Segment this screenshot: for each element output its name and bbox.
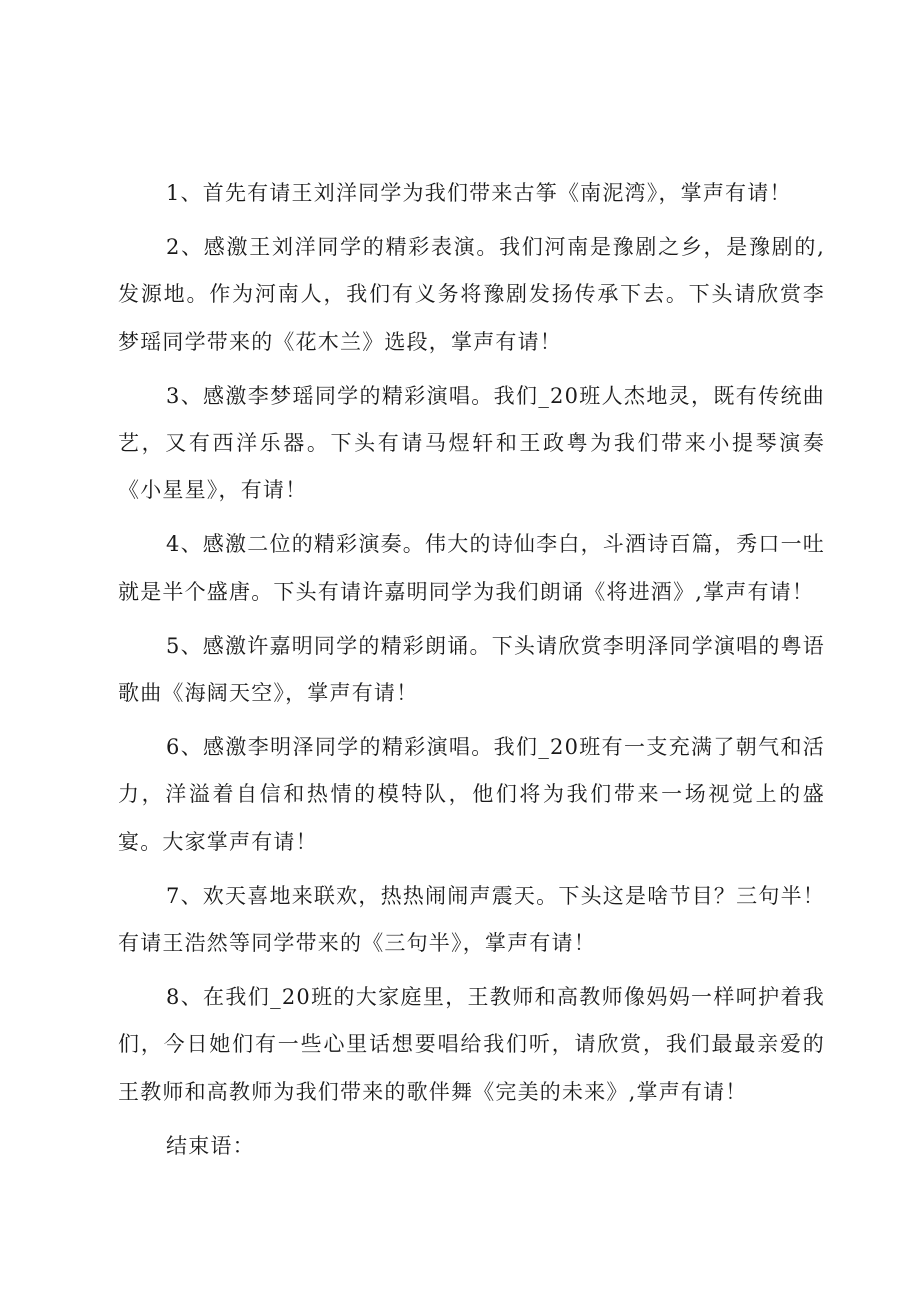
program-item-2: 2、感激王刘洋同学的精彩表演。我们河南是豫剧之乡，是豫剧的,发源地。作为河南人，我们有义务将豫剧发扬传承下去。下头请欣赏李梦瑶同学带来的《花木兰》选段，掌声有请！ [118, 235, 825, 354]
closing-label: 结束语： [166, 1133, 255, 1158]
program-item-7: 7、欢天喜地来联欢，热热闹闹声震天。下头这是啥节目？三句半！有请王浩然等同学带来的《三句半》，掌声有请！ [118, 883, 825, 956]
program-item-5: 5、感激许嘉明同学的精彩朗诵。下头请欣赏李明泽同学演唱的粤语歌曲《海阔天空》，掌声有请！ [118, 633, 825, 706]
program-item-3: 3、感激李梦瑶同学的精彩演唱。我们_20班人杰地灵，既有传统曲艺，又有西洋乐器。下头有请马煜轩和王政粤为我们带来小提琴演奏《小星星》，有请！ [118, 383, 825, 503]
program-item-6: 6、感激李明泽同学的精彩演唱。我们_20班有一支充满了朝气和活力，洋溢着自信和热情的模特队，他们将为我们带来一场视觉上的盛宴。大家掌声有请！ [118, 735, 825, 854]
program-item-8: 8、在我们_20班的大家庭里，王教师和高教师像妈妈一样呵护着我们，今日她们有一些心里话想要唱给我们听，请欣赏，我们最最亲爱的王教师和高教师为我们带来的歌伴舞《完美的未来》,掌声有请！ [118, 985, 825, 1104]
program-item-1: 1、首先有请王刘洋同学为我们带来古筝《南泥湾》，掌声有请！ [166, 181, 792, 205]
program-item-4: 4、感激二位的精彩演奏。伟大的诗仙李白，斗酒诗百篇，秀口一吐就是半个盛唐。下头有请许嘉明同学为我们朗诵《将进酒》,掌声有请！ [118, 532, 825, 604]
